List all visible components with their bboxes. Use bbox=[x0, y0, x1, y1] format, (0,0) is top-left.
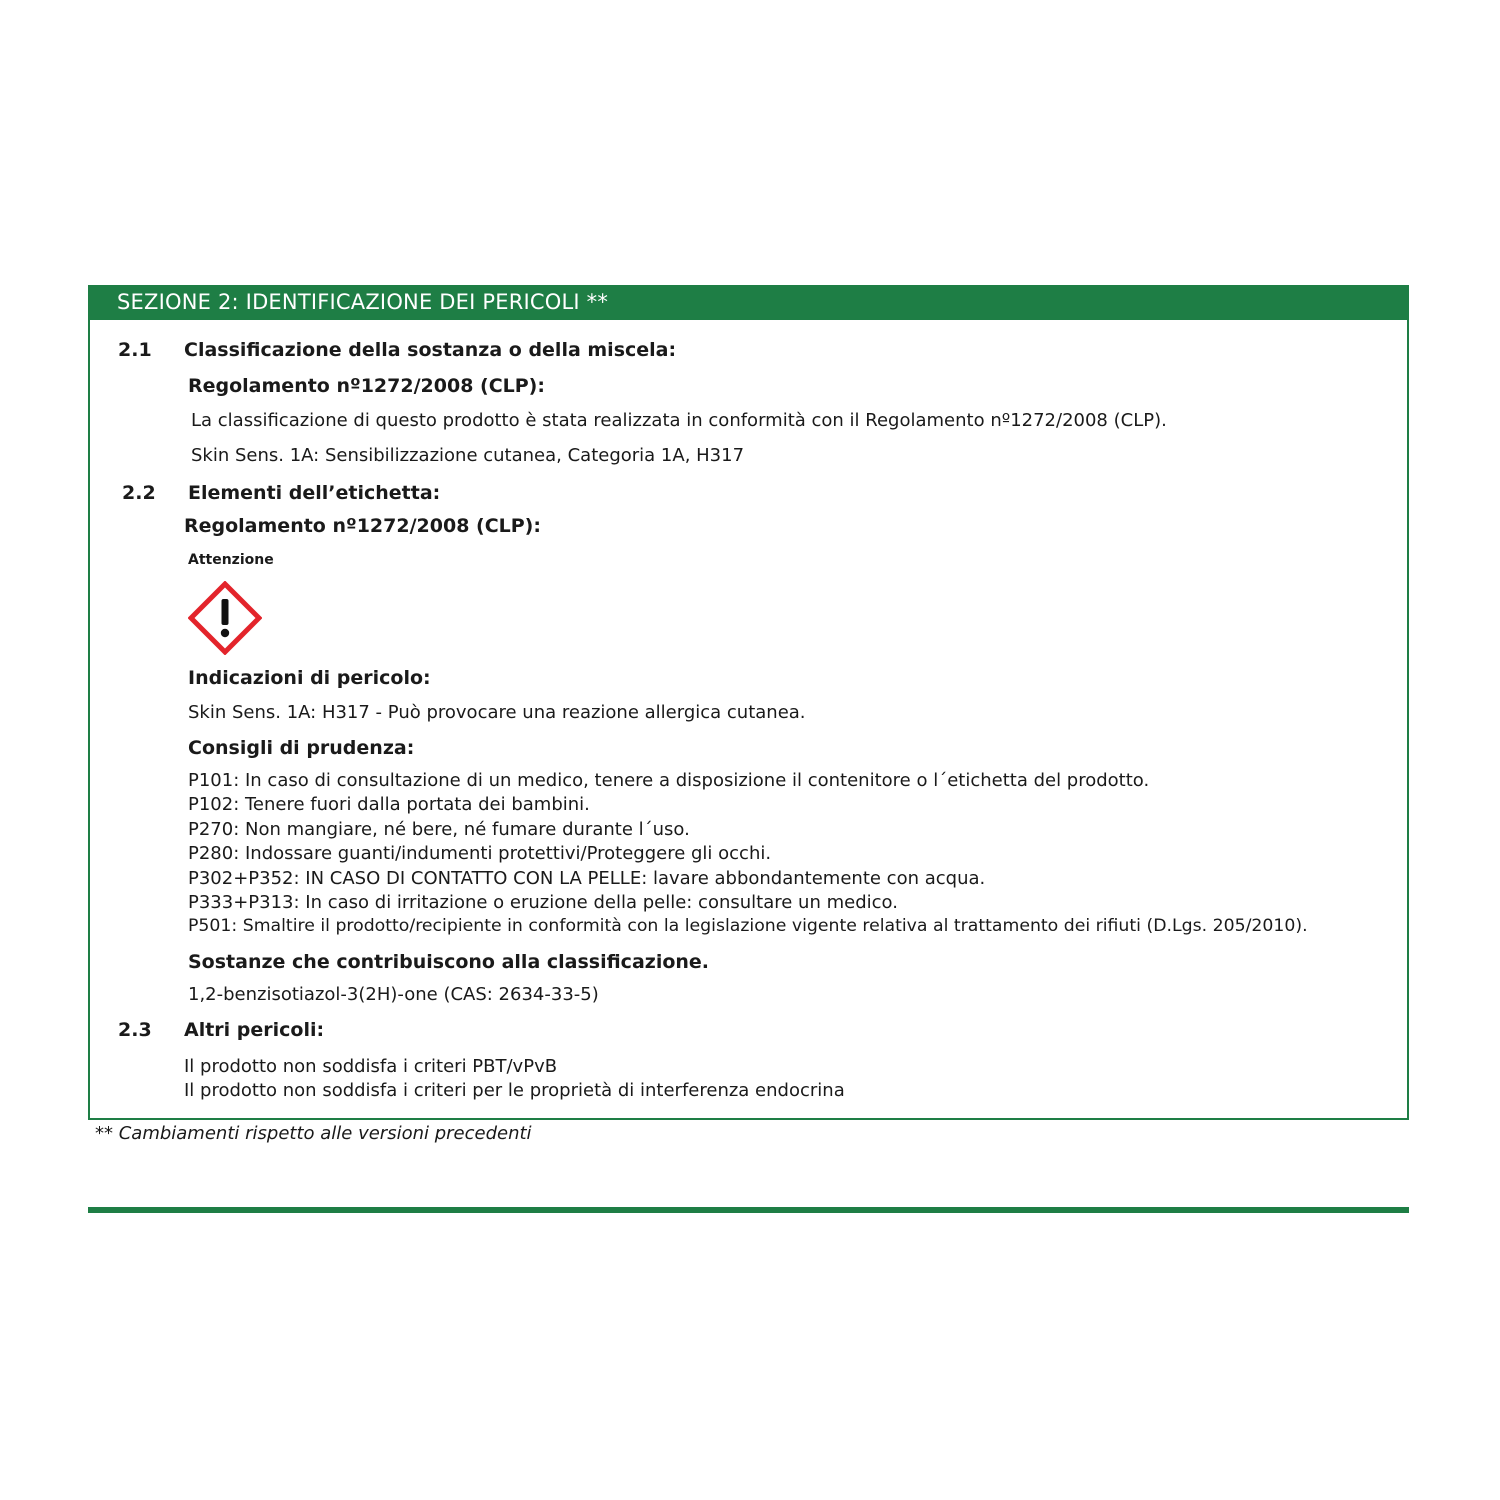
subsection-number-2-2: 2.2 bbox=[122, 482, 156, 504]
bottom-divider bbox=[88, 1207, 1409, 1213]
precautionary-statements-title: Consigli di prudenza: bbox=[188, 737, 415, 759]
precaution-line: P101: In caso di consultazione di un medico, tenere a disposizione il contenitore o l´etichetta del prodotto. bbox=[188, 770, 1150, 791]
other-hazards-pbt: Il prodotto non soddisfa i criteri PBT/vPvB bbox=[184, 1056, 558, 1077]
classification-category: Skin Sens. 1A: Sensibilizzazione cutanea, Categoria 1A, H317 bbox=[191, 445, 745, 466]
precaution-line: P501: Smaltire il prodotto/recipiente in conformità con la legislazione vigente relativa al trattamento dei rifiuti (D.Lgs. 205/2010). bbox=[188, 916, 1308, 936]
contributing-substance: 1,2-benzisotiazol-3(2H)-one (CAS: 2634-33-5) bbox=[188, 984, 599, 1005]
precaution-line: P102: Tenere fuori dalla portata dei bambini. bbox=[188, 794, 590, 815]
precaution-line: P270: Non mangiare, né bere, né fumare durante l´uso. bbox=[188, 819, 690, 840]
hazard-statements-title: Indicazioni di pericolo: bbox=[188, 667, 431, 689]
changes-footnote: ** Cambiamenti rispetto alle versioni precedenti bbox=[95, 1123, 532, 1144]
subsection-title-2-1: Classificazione della sostanza o della miscela: bbox=[184, 339, 677, 361]
signal-word: Attenzione bbox=[188, 552, 274, 568]
other-hazards-endocrine: Il prodotto non soddisfa i criteri per le proprietà di interferenza endocrina bbox=[184, 1080, 845, 1101]
regulation-heading-2-2: Regolamento nº1272/2008 (CLP): bbox=[184, 515, 541, 537]
precaution-line: P280: Indossare guanti/indumenti protettivi/Proteggere gli occhi. bbox=[188, 843, 772, 864]
contributing-substances-title: Sostanze che contribuiscono alla classificazione. bbox=[188, 951, 710, 973]
hazard-statement: Skin Sens. 1A: H317 - Può provocare una reazione allergica cutanea. bbox=[188, 702, 806, 723]
classification-text: La classificazione di questo prodotto è stata realizzata in conformità con il Regolamento nº1272/2008 (CLP). bbox=[191, 410, 1167, 431]
ghs07-exclamation-icon bbox=[188, 581, 262, 655]
subsection-number-2-3: 2.3 bbox=[118, 1019, 152, 1041]
precaution-line: P302+P352: IN CASO DI CONTATTO CON LA PELLE: lavare abbondantemente con acqua. bbox=[188, 868, 986, 889]
regulation-heading-2-1: Regolamento nº1272/2008 (CLP): bbox=[188, 375, 545, 397]
precaution-line: P333+P313: In caso di irritazione o eruzione della pelle: consultare un medico. bbox=[188, 892, 898, 913]
subsection-number-2-1: 2.1 bbox=[118, 339, 152, 361]
subsection-title-2-3: Altri pericoli: bbox=[184, 1019, 325, 1041]
section-header: SEZIONE 2: IDENTIFICAZIONE DEI PERICOLI ** bbox=[88, 285, 1409, 320]
subsection-title-2-2: Elementi dell’etichetta: bbox=[188, 482, 441, 504]
hazard-identification-section bbox=[88, 285, 1409, 1120]
